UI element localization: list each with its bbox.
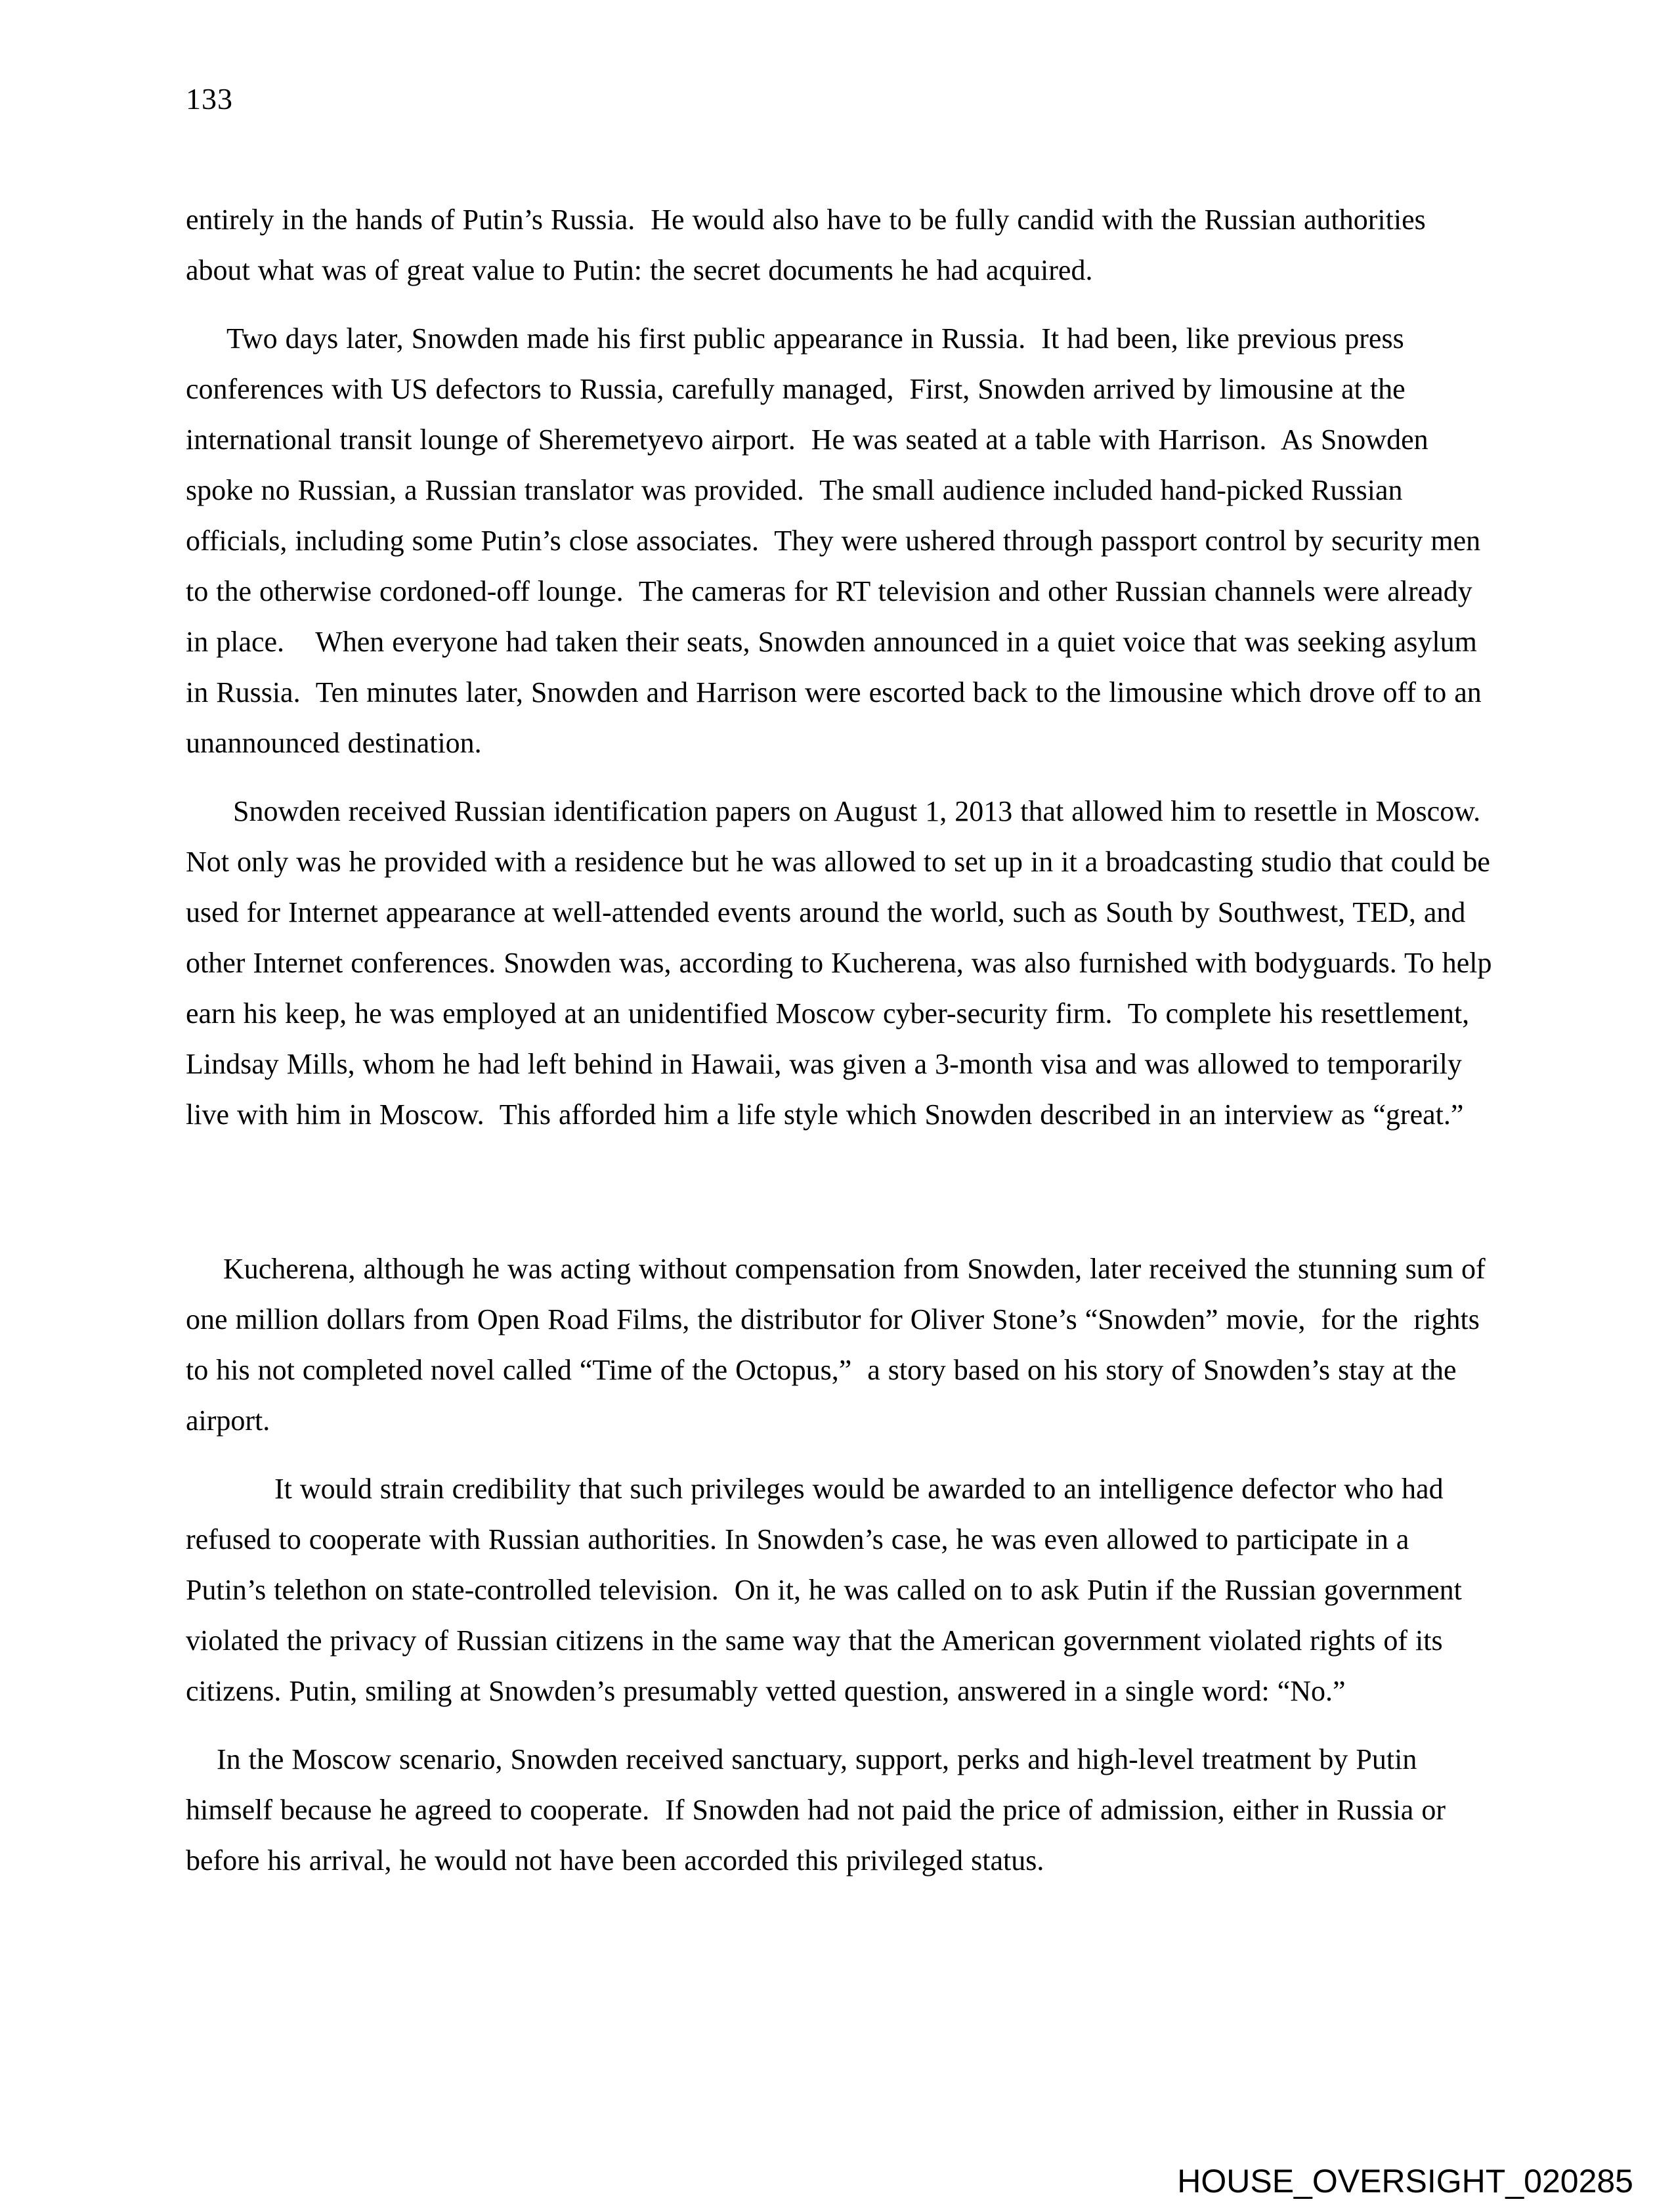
paragraph-telethon: It would strain credibility that such privileges would be awarded to an intelligence defector who had refused to cooperate with Russian authorities. In Snowden’s case, he was even allowed to participate in a Putin’s telethon on state-controlled television. On it, he was called on to ask Putin if the Russian government violated the privacy of Russian citizens in the same way that the American government violated rights of its citizens. Putin, smiling at Snowden’s presumably vetted question, answered in a single word: “No.” bbox=[186, 1473, 1470, 1707]
paragraph-continuation: entirely in the hands of Putin’s Russia. He would also have to be fully candid with the Russian authorities about what was of great value to Putin: the secret documents he had acquired. bbox=[186, 204, 1434, 286]
paragraph-press-appearance: Two days later, Snowden made his first public appearance in Russia. It had been, like previous press conferences with US defectors to Russia, carefully managed, First, Snowden arrived by limousine at the international transit lounge of Sheremetyevo airport. He was seated at a table with Harrison. As Snowden spoke no Russian, a Russian translator was provided. The small audience included hand-picked Russian officials, including some Putin’s close associates. They were ushered through passport control by security men to the otherwise cordoned-off lounge. The cameras for RT television and other Russian channels were already in place. When everyone had taken their seats, Snowden announced in a quiet voice that was seeking asylum in Russia. Ten minutes later, Snowden and Harrison were escorted back to the limousine which drove off to an unannounced destination. bbox=[186, 322, 1490, 759]
paragraph-kucherena: Kucherena, although he was acting without compensation from Snowden, later received the stunning sum of one million dollars from Open Road Films, the distributor for Oliver Stone’s “Snowden” movie, for the rights to his not completed novel called “Time of the Octopus,” a story based on his story of Snowden’s stay at the airport. bbox=[186, 1253, 1493, 1437]
paragraph-identification-papers: Snowden received Russian identification papers on August 1, 2013 that allowed him to resettle in Moscow. Not only was he provided with a residence but he was allowed to set up in it a broadcasting studio that could be used for Internet appearance at well-attended events around the world, such as South by Southwest, TED, and other Internet conferences. Snowden was, according to Kucherena, was also furnished with bodyguards. To help earn his keep, he was employed at an unidentified Moscow cyber-security firm. To complete his resettlement, Lindsay Mills, whom he had left behind in Hawaii, was given a 3-month visa and was allowed to temporarily live with him in Moscow. This afforded him a life style which Snowden described in an interview as “great.” bbox=[186, 795, 1500, 1131]
document-body bbox=[186, 194, 1500, 1903]
paragraph-moscow-scenario: In the Moscow scenario, Snowden received sanctuary, support, perks and high-level treatment by Putin himself because he agreed to cooperate. If Snowden had not paid the price of admission, either in Russia or before his arrival, he would not have been accorded this privileged status. bbox=[186, 1743, 1453, 1876]
page-number: 133 bbox=[186, 82, 233, 116]
bates-number: HOUSE_OVERSIGHT_020285 bbox=[1177, 2163, 1633, 2200]
